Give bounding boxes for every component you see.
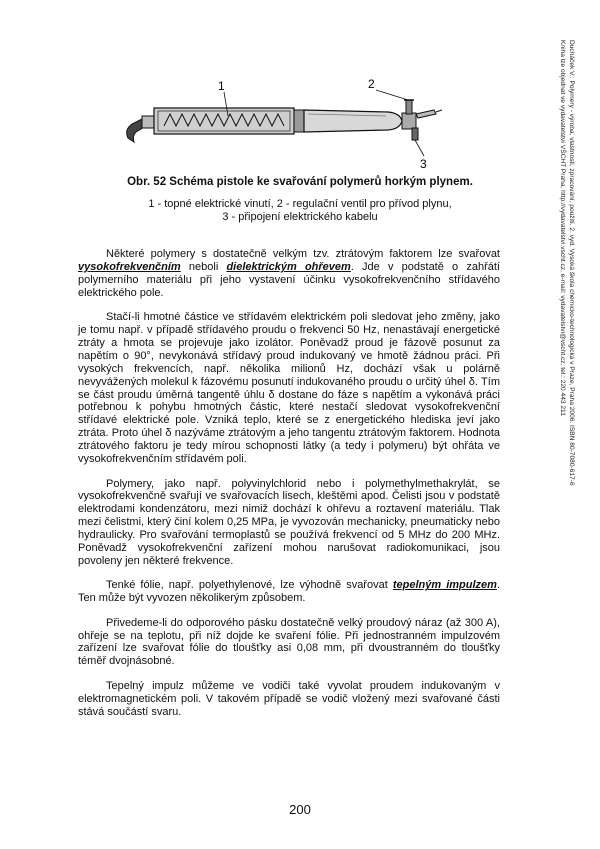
- figure-label-2: 2: [368, 77, 375, 91]
- figure-caption-description: [0, 198, 600, 224]
- paragraph-4-text-a: Tenké fólie, např. polyethylenové, lze výhodně svařovat: [106, 579, 393, 592]
- paragraph-3: Polymery, jako např. polyvinylchlorid nebo i polymethylmethakrylát, se vysokofrekvenčně svařují ve svařovacích lisech, kleštěmi apod. Čelisti jsou v podstatě elektrodami kondenzátoru, mezi nimiž dochází k ohřevu a roztavení materiálu. Tlak mezi čelistmi, který činí kolem 0,25 MPa, je vyvozován mechanicky, pneumaticky nebo hydraulicky. Pro svařování termoplastů se používá frekvencí od 5 MHz do 200 MHz. Poněvadž vysokofrekvenční zařízení mohou narušovat radiokomunikaci, jsou povoleny jen některé frekvence.: [78, 477, 500, 567]
- body-text: [78, 248, 500, 730]
- figure-label-1: 1: [218, 79, 225, 93]
- caption-line-1: 1 - topné elektrické vinutí, 2 - regulační ventil pro přívod plynu,: [148, 198, 452, 210]
- paragraph-5: Přivedeme-li do odporového pásku dostatečně velký proudový náraz (až 300 A), ohřeje se na teplotu, při níž dojde ke svaření fólie. Při jednostranném impulzovém zařízení lze svařovat fólie do tloušťky asi 0,08 mm, při dvoustranném do tloušťky téměř dvojnásobné.: [78, 616, 500, 668]
- paragraph-6: Tepelný impulz můžeme ve vodiči také vyvolat proudem indukovaným v elektromagnetickém poli. V takovém případě se vodič vložený mezi svařované části stává součástí svaru.: [78, 679, 500, 718]
- paragraph-4-text-b: . Ten může být vyvozen několikerým způsobem.: [78, 579, 501, 605]
- paragraph-4: [78, 579, 500, 605]
- paragraph-1: [78, 248, 500, 300]
- term-tepelny-impulz: tepelným impulzem: [392, 579, 497, 592]
- welding-gun-drawing: [118, 70, 448, 170]
- side-citation-line-1: Ducháček V.: Polymery - výroba, vlastnosti, zpracování, použití. 2. vyd. Vysoká škola chemicko-technologická v Praze, Praha 2006. ISBN 80-7080-617-6: [568, 40, 575, 486]
- figure-caption-title: Obr. 52 Schéma pistole ke svařování polymerů horkým plynem.: [127, 176, 473, 188]
- paragraph-1-text-c: . Jde v podstatě o zahřátí polymerního materiálu při jeho vystavení účinku vysokofrekvenčního střídavého elektrického pole.: [78, 260, 500, 299]
- side-citation-line-2: Kniha lze objednat ve vydavatelství VŠCHT Praha, http://vydavatelstvi.vscht.cz, e-mail: vydavatelstvi@vscht.cz, tel.: 220 443 211: [559, 40, 567, 416]
- side-citation-text: [558, 40, 575, 486]
- term-vysokofrekvencni: vysokofrekvenčním: [78, 260, 181, 273]
- paragraph-1-text-a: Některé polymery s dostatečně velkým tzv. ztrátovým faktorem lze svařovat: [106, 248, 500, 260]
- figure-label-3: 3: [420, 157, 427, 170]
- paragraph-2: Stačí-li hmotné částice ve střídavém elektrickém poli sledovat jeho změny, jako je tomu např. v případě střídavého proudu o frekvenci 50 Hz, nenastávají energetické ztráty a hmota se projevuje jako izolátor. Poněvadž proud je fázově posunut za napětím o 90°, nevykonává střídavý proud indukovaný ve hmotě žádnou práci. Při vysokých frekvencích, např. několika milionů Hz, dochází však u polárně nevyvážených molekul k fázovému posunutí indukovaného proudu o určitý úhel δ. Tím se část proudu úměrná tangentě úhlu δ dostane do fáze s napětím a vykonává práci potřebnou k pohybu hmotných částic, které nestačí sledovat vysokofrekvenční střídavé elektrické pole. Vzniká teplo, které se z energetického hlediska jeví jako ztráta. Proto úhel δ nazýváme ztrátovým a jeho tangentu ztrátovým faktorem. Hodnota ztrátového faktoru je tedy mírou schopnosti látky (a tedy i polymeru) být ohřáta ve vysokofrekvenčním střídavém poli.: [78, 311, 500, 466]
- side-citation: [559, 40, 585, 740]
- paragraph-1-text-b: neboli: [180, 260, 227, 273]
- term-dielektricky-ohrev: dielektrickým ohřevem: [226, 260, 351, 273]
- page-number: 200: [289, 802, 311, 817]
- caption-line-2: 3 - připojení elektrického kabelu: [222, 211, 378, 223]
- welding-gun-figure: [118, 70, 448, 170]
